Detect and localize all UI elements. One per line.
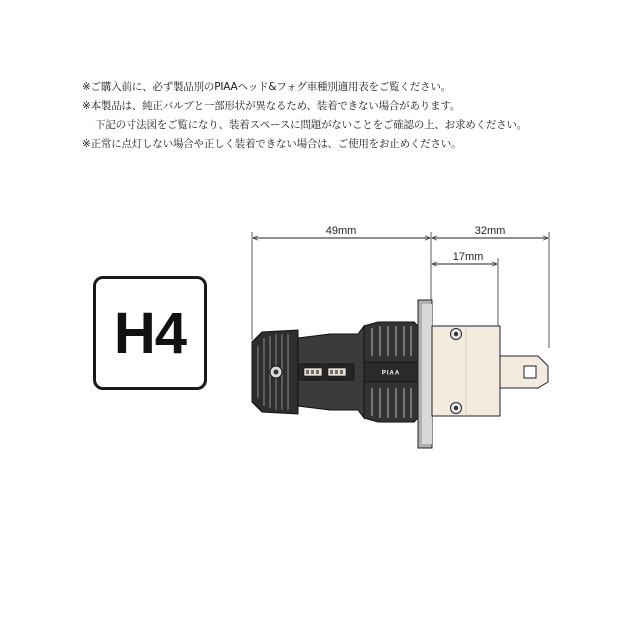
led-bulb-illustration: [252, 300, 548, 448]
note-line-4: ※正常に点灯しない場合や正しく装着できない場合は、ご使用をお止めください。: [82, 138, 462, 150]
note-line-3: 下記の寸法図をご覧になり、装着スペースに問題がないことをご確認の上、お求めください。: [95, 119, 528, 131]
length-label: 49mm: [325, 225, 357, 237]
terminal-width-label: 17mm: [452, 251, 484, 263]
note-line-1: ※ご購入前に、必ず製品別のPIAAヘッド&フォグ車種別適用表をご覧ください。: [82, 81, 451, 93]
note-line-2: ※本製品は、純正バルブと一部形状が異なるため、装着できない場合があります。: [82, 100, 461, 112]
bulb-type-label: H4: [113, 300, 187, 366]
brand-logo: PIAA: [381, 370, 401, 377]
base-width-label: 32mm: [474, 225, 506, 237]
screw-icon: [451, 329, 462, 340]
screw-icon: [451, 403, 462, 414]
